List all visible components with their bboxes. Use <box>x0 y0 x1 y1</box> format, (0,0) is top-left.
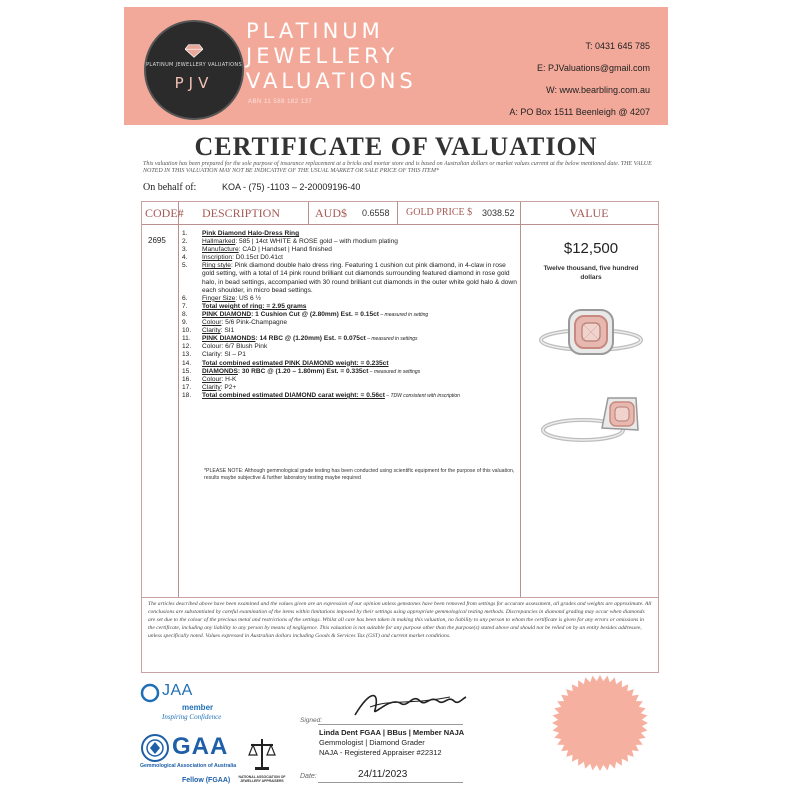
description-item <box>182 246 517 254</box>
item-text: Clarity: SI – P1 <box>202 351 246 359</box>
item-number: 7. <box>182 302 188 310</box>
item-text: PINK DIAMOND <box>202 310 252 318</box>
jaa-circle-icon <box>140 683 160 703</box>
seal-sticker <box>550 673 650 773</box>
grader-title: Gemmologist | Diamond Grader <box>319 738 425 747</box>
item-number: 14. <box>182 359 192 367</box>
description-item <box>182 238 517 246</box>
item-text: – measured in settings <box>368 368 421 375</box>
description-item <box>182 319 517 327</box>
item-number: 1. <box>182 230 188 237</box>
item-text: Ring style <box>202 262 231 270</box>
item-text: Total combined estimated DIAMOND carat weight: = 0.56ct <box>202 391 385 399</box>
item-number: 6. <box>182 294 188 302</box>
item-text: Inscription <box>202 254 233 262</box>
item-text: : 5/6 Pink-Champagne <box>221 319 288 327</box>
date-line <box>318 782 463 783</box>
gold-price-label: GOLD PRICE $ <box>406 202 472 225</box>
page-title: CERTIFICATE OF VALUATION <box>194 132 598 161</box>
description-item <box>182 376 517 384</box>
behalf-label: On behalf of: <box>143 182 197 193</box>
item-number: 17. <box>182 383 192 391</box>
grader-name: Linda Dent FGAA | BBus | Member NAJA <box>319 728 465 737</box>
description-item <box>182 335 517 343</box>
description-item <box>182 311 517 319</box>
description-item <box>182 343 517 351</box>
item-text: – measured in settings <box>365 336 418 343</box>
item-number: 13. <box>182 351 192 359</box>
item-text: Colour <box>202 375 222 383</box>
item-text: : Pink diamond double halo dress ring. Featuring 1 cushion cut pink diamond, in 4-claw in rose gold setting, with a total of 14 pink round brilliant cut diamonds surrounding featured diamond in rose gold halo, in bead settings, accompanied with 30 round brilliant cut diamonds in the outer white gold halo & down each shoulder, in micro bead settings. <box>202 262 517 294</box>
valuation-table <box>141 201 659 598</box>
item-text: – measured in setting <box>379 311 429 318</box>
gaa-emblem-icon <box>140 733 170 763</box>
description-item <box>182 392 517 400</box>
column-divider <box>308 202 309 224</box>
item-text: Colour: 6/7 Blush Pink <box>202 343 268 351</box>
behalf-value: KOA - (75) -1103 – 2-20009196-40 <box>222 182 361 192</box>
item-number: 10. <box>182 327 192 335</box>
description-item <box>182 384 517 392</box>
description-item <box>182 327 517 335</box>
item-text: : 1 Cushion Cut @ (2.80mm) Est. = 0.15ct <box>251 310 379 318</box>
contact-email: E: PJValuations@gmail.com <box>536 63 650 73</box>
ring-photo-front <box>538 300 644 370</box>
description-item <box>182 360 517 368</box>
certificate-page <box>120 5 672 795</box>
valuation-amount-words: Twelve thousand, five hundred dollars <box>543 265 639 281</box>
seal-starburst <box>552 675 648 771</box>
handwritten-signature <box>350 685 470 721</box>
date-label: Date: <box>300 773 317 780</box>
code-header: CODE# <box>145 202 184 225</box>
description-item <box>182 254 517 262</box>
item-description-list <box>182 230 517 400</box>
disclaimer-text: The articles described above have been examined and the values given are an expression of our opinion unless gemstones have been removed from settings for accurate assessment, all grades and weights are approximate. All conclusions are substantiated by careful examination of the items within limitations imposed by their settings using appropriate gemmological testing methods. Discrepancies in diamond grading may occur when diamonds are set due to the colour of the precious metal and restrictions of the settings. Whilst all care has been taken in making this valuation, no liability to any person to whom the certificate is given for any errors or omissions in the certificate, including any liability to any person by means of negligence. This valuation is not suitable for any purpose other than the purpose(s) stated above and should not be relied on by an entity besides addressee, unless specifically noted. Values expressed in Australian dollars including Goods & Services Tax (GST) and current market conditions. <box>148 601 652 640</box>
item-text: : D0.15ct D0.41ct <box>232 254 284 262</box>
contact-phone: T: 0431 645 785 <box>585 41 650 51</box>
description-header: DESCRIPTION <box>202 202 280 225</box>
item-text: : H-K <box>221 375 237 383</box>
ring-photo-side <box>538 384 644 454</box>
item-number: 2. <box>182 238 188 246</box>
item-text: : US 6 ½ <box>235 294 262 302</box>
logo-small-text: PLATINUM JEWELLERY VALUATIONS <box>146 62 242 68</box>
item-text: PINK DIAMONDS <box>202 335 256 343</box>
please-note: *PLEASE NOTE: Although gemmological grade testing has been conducted using scientific equipment for the purpose of this valuation, results maybe subjective & further laboratory testing maybe required <box>204 468 515 481</box>
item-text: Pink Diamond Halo-Dress Ring <box>202 230 300 237</box>
pjv-logo <box>144 20 244 120</box>
description-item <box>182 303 517 311</box>
item-number: 12. <box>182 343 192 351</box>
aud-value: 0.6558 <box>362 208 390 218</box>
logo-initials: PJV <box>174 74 214 92</box>
purpose-statement: This valuation has been prepared for the sole purpose of insurance replacement at a bricks and mortar store and is based on Australian dollars or market values current at the below mentioned date. THE VALUE NOTED IN THIS VALUATION MAY NOT BE INDICATIVE OF THE USUAL MARKET OR SALE PRICE OF THIS ITEM* <box>143 161 652 174</box>
disclaimer-box <box>141 597 659 673</box>
description-item <box>182 230 517 238</box>
abn-number: ABN 11 588 182 137 <box>248 99 313 105</box>
gaa-full-name: Gemmological Association of Australia <box>140 763 237 769</box>
jaa-name: JAA <box>162 682 193 699</box>
item-text: : SI1 <box>220 327 235 335</box>
description-item <box>182 368 517 376</box>
jaa-tagline: Inspiring Confidence <box>162 713 222 721</box>
gaa-fellow: Fellow (FGAA) <box>182 777 231 784</box>
brand-line: VALUATIONS <box>246 69 417 93</box>
item-number: 16. <box>182 375 192 383</box>
signed-label: Signed: <box>300 717 323 724</box>
item-code: 2695 <box>148 236 166 245</box>
contact-details <box>509 35 650 123</box>
brand-line: PLATINUM <box>246 19 384 43</box>
item-text: Hallmarked <box>202 238 236 246</box>
item-number: 9. <box>182 319 188 327</box>
item-text: : 30 RBC @ (1.20 – 1.80mm) Est. = 0.335ct <box>237 367 369 375</box>
contact-web: W: www.bearbling.com.au <box>546 85 650 95</box>
item-text: – TDW consistent with inscription <box>384 392 460 399</box>
column-divider <box>178 202 179 597</box>
valuation-amount: $12,500 <box>563 240 619 257</box>
gold-price-value: 3038.52 <box>482 208 515 218</box>
item-number: 11. <box>182 335 191 343</box>
item-text: : 14 RBC @ (1.20mm) Est. = 0.075ct <box>255 335 366 343</box>
valuation-date: 24/11/2023 <box>358 769 408 780</box>
item-text: : CAD | Handset | Hand finished <box>238 246 332 254</box>
item-text: Clarity <box>202 327 221 335</box>
brand-name <box>246 19 417 94</box>
description-item <box>182 351 517 359</box>
item-number: 15. <box>182 367 192 375</box>
item-text: Total weight of ring: = 2.95 grams <box>202 302 307 310</box>
column-divider <box>397 202 398 224</box>
item-number: 5. <box>182 262 188 270</box>
item-text: DIAMONDS <box>202 367 238 375</box>
naja-name: NATIONAL ASSOCIATION OF JEWELLERY APPRAISERS <box>238 775 286 783</box>
item-number: 18. <box>182 391 192 399</box>
item-number: 8. <box>182 310 188 318</box>
description-item <box>182 262 517 294</box>
item-number: 3. <box>182 246 188 254</box>
value-header: VALUE <box>520 202 658 225</box>
item-text: Colour <box>202 319 222 327</box>
description-item <box>182 295 517 303</box>
item-text: Clarity <box>202 383 221 391</box>
contact-address: A: PO Box 1511 Beenleigh @ 4207 <box>509 107 650 117</box>
item-text: : 585 | 14ct WHITE & ROSE gold – with rhodium plating <box>235 238 398 246</box>
grader-registration: NAJA - Registered Appraiser #22312 <box>319 748 442 757</box>
diamond-icon <box>185 44 203 58</box>
aud-label: AUD$ <box>315 202 347 225</box>
header-band <box>124 7 668 125</box>
item-number: 4. <box>182 254 188 262</box>
item-text: Total combined estimated PINK DIAMOND weight: = 0.235ct <box>202 359 389 367</box>
scales-of-justice-icon <box>248 737 276 771</box>
column-divider <box>520 202 521 597</box>
item-text: : P2+ <box>220 383 237 391</box>
brand-line: JEWELLERY <box>246 44 399 68</box>
item-text: Manufacture <box>202 246 239 254</box>
jaa-member: member <box>182 703 214 712</box>
grader-details <box>319 728 464 758</box>
gaa-name: GAA <box>172 733 229 760</box>
signature-line <box>318 724 463 725</box>
item-text: Finger Size <box>202 294 236 302</box>
